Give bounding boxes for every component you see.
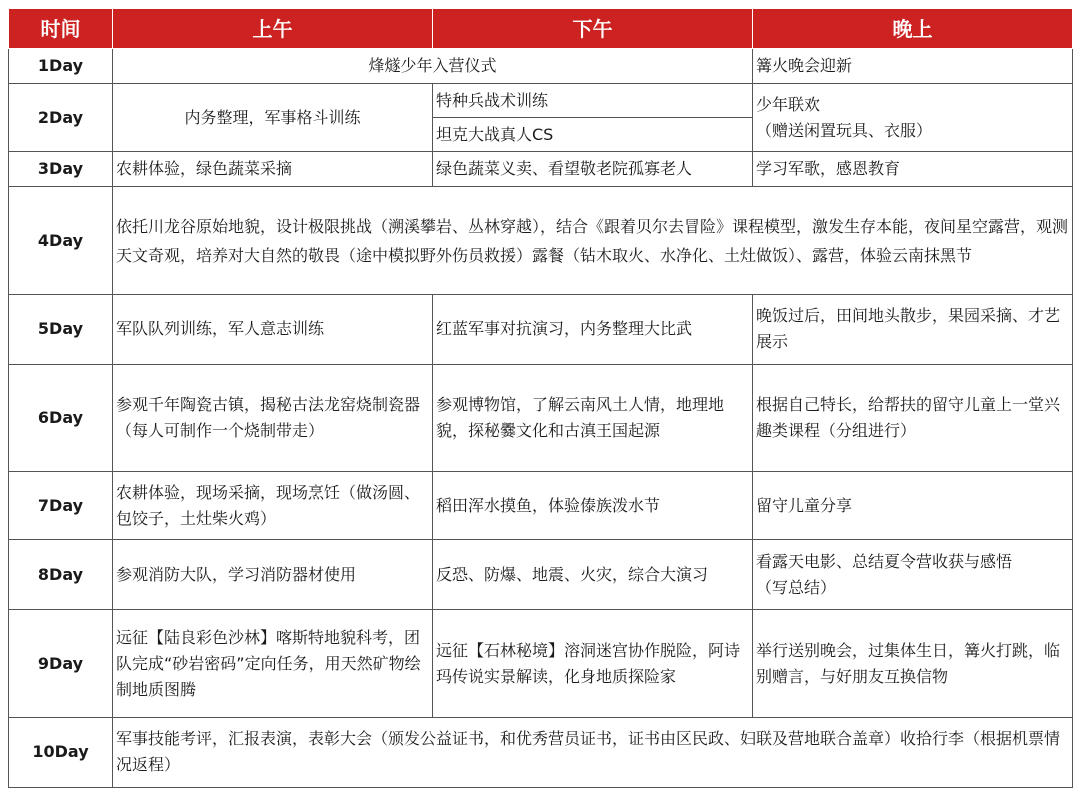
morning-cell: 内务整理，军事格斗训练 (113, 84, 433, 152)
morning-cell: 远征【陆良彩色沙林】喀斯特地貌科考，团队完成“砂岩密码”定向任务，用天然矿物绘制地质图腾 (113, 610, 433, 717)
afternoon-cell: 反恐、防爆、地震、火灾，综合大演习 (433, 540, 753, 610)
all-day-cell: 依托川龙谷原始地貌，设计极限挑战（溯溪攀岩、丛林穿越），结合《跟着贝尔去冒险》课程模型，激发生存本能，夜间星空露营，观测天文奇观，培养对大自然的敬畏（途中模拟野外伤员救援）露餐（钻木取火、水净化、土灶做饭）、露营，体验云南抹黑节 (113, 187, 1073, 294)
table-row (9, 717, 1073, 787)
table-row (9, 84, 1073, 118)
evening-note: （赠送闲置玩具、衣服） (756, 120, 933, 140)
afternoon-cell-1: 特种兵战术训练 (433, 84, 753, 118)
afternoon-cell: 远征【石林秘境】溶洞迷宫协作脱险，阿诗玛传说实景解读，化身地质探险家 (433, 610, 753, 717)
evening-cell: 举行送别晚会，过集体生日，篝火打跳，临别赠言，与好朋友互换信物 (753, 610, 1073, 717)
evening-cell (753, 540, 1073, 610)
morning-cell: 军队队列训练，军人意志训练 (113, 294, 433, 364)
day-label: 4Day (9, 187, 113, 294)
evening-text: 少年联欢 (756, 94, 821, 114)
day-label: 8Day (9, 540, 113, 610)
evening-note: （写总结） (756, 577, 837, 597)
evening-cell (753, 84, 1073, 152)
table-row (9, 49, 1073, 84)
day-label: 10Day (9, 717, 113, 787)
day-label: 1Day (9, 49, 113, 84)
schedule-table (8, 8, 1073, 788)
afternoon-cell: 参观博物馆，了解云南风土人情，地理地貌，探秘爨文化和古滇王国起源 (433, 364, 753, 471)
table-row (9, 472, 1073, 540)
morning-cell: 农耕体验，绿色蔬菜采摘 (113, 152, 433, 187)
all-day-cell: 军事技能考评，汇报表演，表彰大会（颁发公益证书，和优秀营员证书，证书由区民政、妇联及营地联合盖章）收拾行李（根据机票情况返程） (113, 717, 1073, 787)
morning-cell: 农耕体验，现场采摘，现场烹饪（做汤圆、包饺子，土灶柴火鸡） (113, 472, 433, 540)
afternoon-cell-2: 坦克大战真人CS (433, 118, 753, 152)
day-label: 9Day (9, 610, 113, 717)
table-row (9, 540, 1073, 610)
day-label: 2Day (9, 84, 113, 152)
evening-text: 看露天电影、总结夏令营收获与感悟 (756, 551, 1013, 571)
evening-cell: 篝火晚会迎新 (753, 49, 1073, 84)
header-time: 时间 (9, 9, 113, 49)
day-label: 6Day (9, 364, 113, 471)
table-row (9, 610, 1073, 717)
table-row (9, 294, 1073, 364)
morning-cell: 参观消防大队，学习消防器材使用 (113, 540, 433, 610)
header-evening: 晚上 (753, 9, 1073, 49)
morning-afternoon-cell: 烽燧少年入营仪式 (113, 49, 753, 84)
header-morning: 上午 (113, 9, 433, 49)
afternoon-cell: 红蓝军事对抗演习，内务整理大比武 (433, 294, 753, 364)
table-row (9, 152, 1073, 187)
table-row (9, 364, 1073, 471)
day-label: 5Day (9, 294, 113, 364)
day-label: 3Day (9, 152, 113, 187)
day-label: 7Day (9, 472, 113, 540)
header-afternoon: 下午 (433, 9, 753, 49)
table-row (9, 187, 1073, 294)
evening-cell: 晚饭过后，田间地头散步，果园采摘、才艺展示 (753, 294, 1073, 364)
afternoon-cell: 稻田浑水摸鱼，体验傣族泼水节 (433, 472, 753, 540)
evening-cell: 学习军歌，感恩教育 (753, 152, 1073, 187)
evening-cell: 留守儿童分享 (753, 472, 1073, 540)
header-row (9, 9, 1073, 49)
morning-cell: 参观千年陶瓷古镇，揭秘古法龙窑烧制瓷器（每人可制作一个烧制带走） (113, 364, 433, 471)
afternoon-cell: 绿色蔬菜义卖、看望敬老院孤寡老人 (433, 152, 753, 187)
evening-cell: 根据自己特长，给帮扶的留守儿童上一堂兴趣类课程（分组进行） (753, 364, 1073, 471)
